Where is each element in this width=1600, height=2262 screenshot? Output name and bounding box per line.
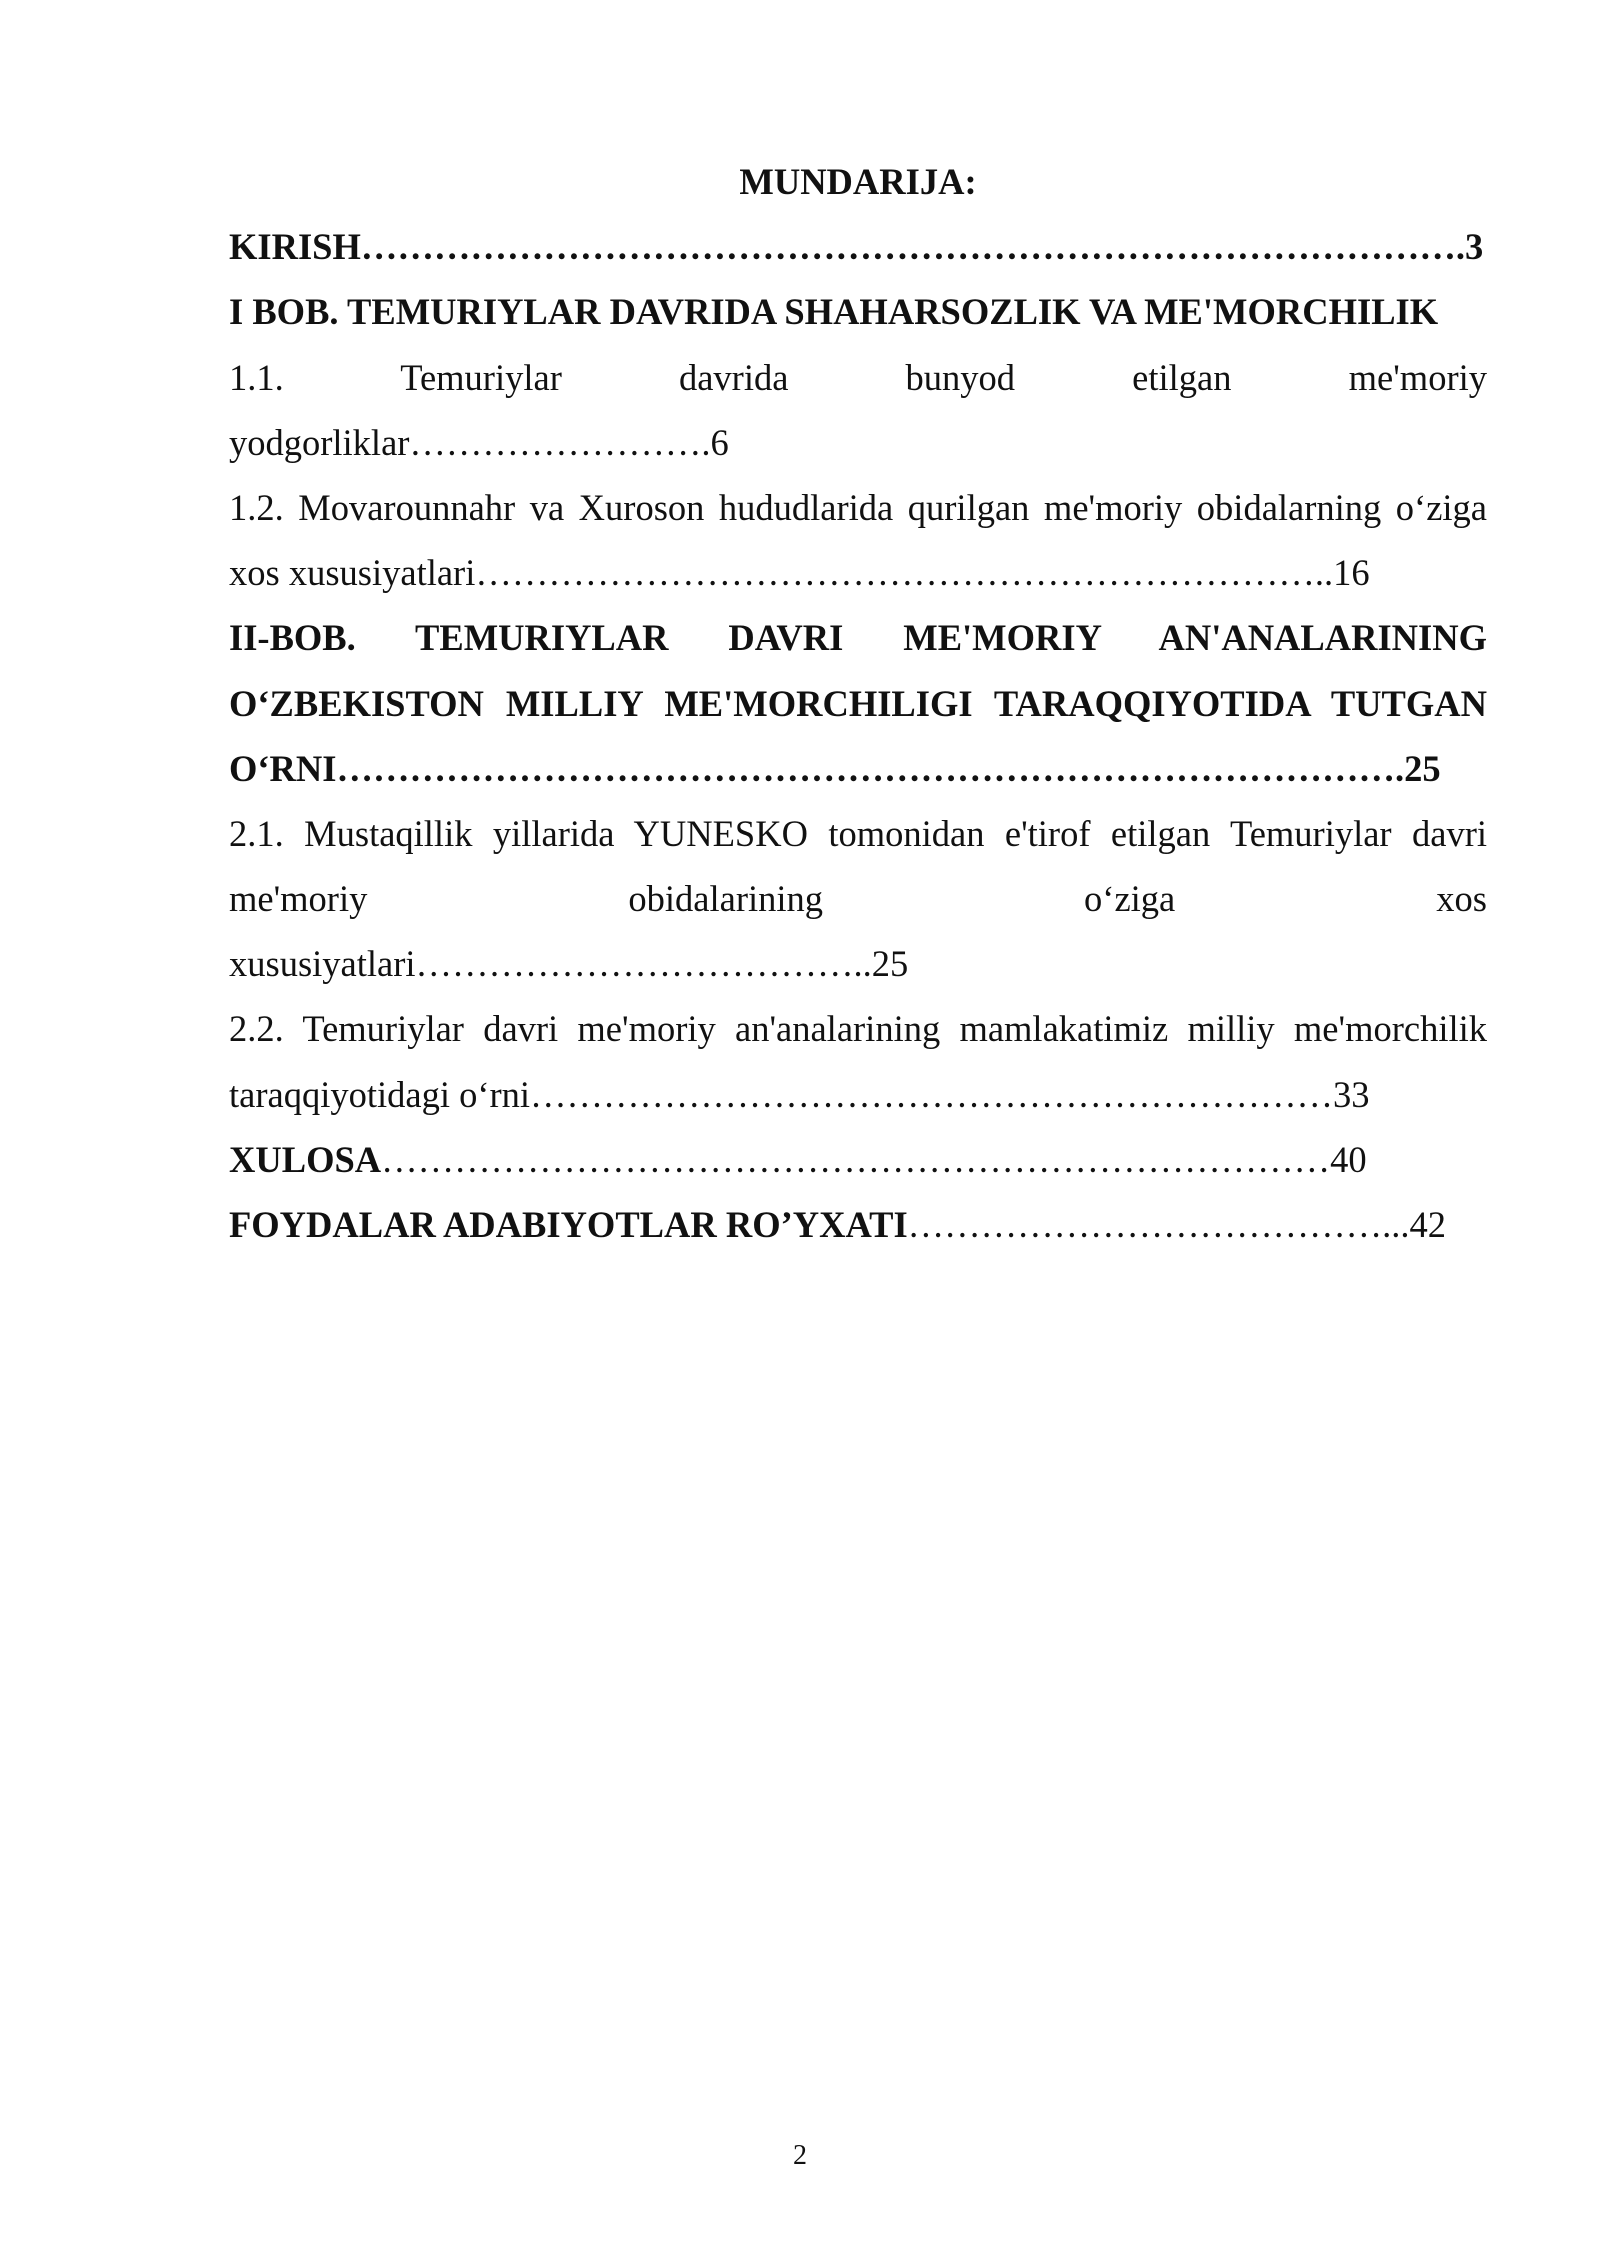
table-of-contents: [229, 149, 1487, 1257]
toc-entry-2-1-line-3: xususiyatlari………………………………..25: [229, 943, 909, 985]
toc-chapter-2-heading-line-1: II-BOB. TEMURIYLAR DAVRI ME'MORIY AN'ANALARINING: [229, 617, 1487, 659]
toc-entry-1-2-line-1: 1.2. Movarounnahr va Xuroson hududlarida qurilgan me'moriy obidalarning o‘ziga: [229, 486, 1487, 528]
toc-entry-xulosa-text: XULOSA: [229, 1138, 382, 1180]
toc-chapter-2-heading-line-3: O‘RNI…………………………………………………………………………….25: [229, 747, 1441, 789]
toc-title: MUNDARIJA:: [739, 161, 977, 202]
toc-chapter-2-heading-line-2: O‘ZBEKISTON MILLIY ME'MORCHILIGI TARAQQIYOTIDA TUTGAN: [229, 682, 1487, 724]
toc-entry-2-2-line-1: 2.2. Temuriylar davri me'moriy an'analarining mamlakatimiz milliy me'morchilik: [229, 1008, 1487, 1050]
toc-entry-2-1-line-1: 2.1. Mustaqillik yillarida YUNESKO tomonidan e'tirof etilgan Temuriylar davri: [229, 812, 1487, 854]
toc-entry-references-leader: …………………………………...42: [907, 1204, 1447, 1245]
toc-chapter-1-heading: I BOB. TEMURIYLAR DAVRIDA SHAHARSOZLIK VA ME'MORCHILIK: [229, 291, 1439, 333]
toc-entry-1-1-line-2: yodgorliklar…………………….6: [229, 421, 729, 463]
toc-entry-references-text: FOYDALAR ADABIYOTLAR RO’YXATI: [229, 1204, 908, 1245]
toc-entry-1-1-line-1: 1.1. Temuriylar davrida bunyod etilgan me'moriy: [229, 356, 1487, 398]
toc-entry-2-1-line-2: me'moriy obidalarining o‘ziga xos: [229, 878, 1487, 920]
toc-entry-xulosa-leader: ……………………………………………………………………40: [381, 1138, 1367, 1180]
toc-entry-2-2-line-2: taraqqiyotidagi o‘rni…………………………………………………………33: [229, 1073, 1370, 1115]
toc-entry-xulosa: [229, 1127, 1487, 1192]
toc-entry-references: [229, 1192, 1487, 1257]
toc-entry-1-2-line-2: xos xususiyatlari……………………………………………………………..16: [229, 552, 1370, 594]
toc-entry-kirish: KIRISH……………………………………………………………………………….3: [229, 226, 1484, 268]
page-number: 2: [793, 2140, 807, 2171]
